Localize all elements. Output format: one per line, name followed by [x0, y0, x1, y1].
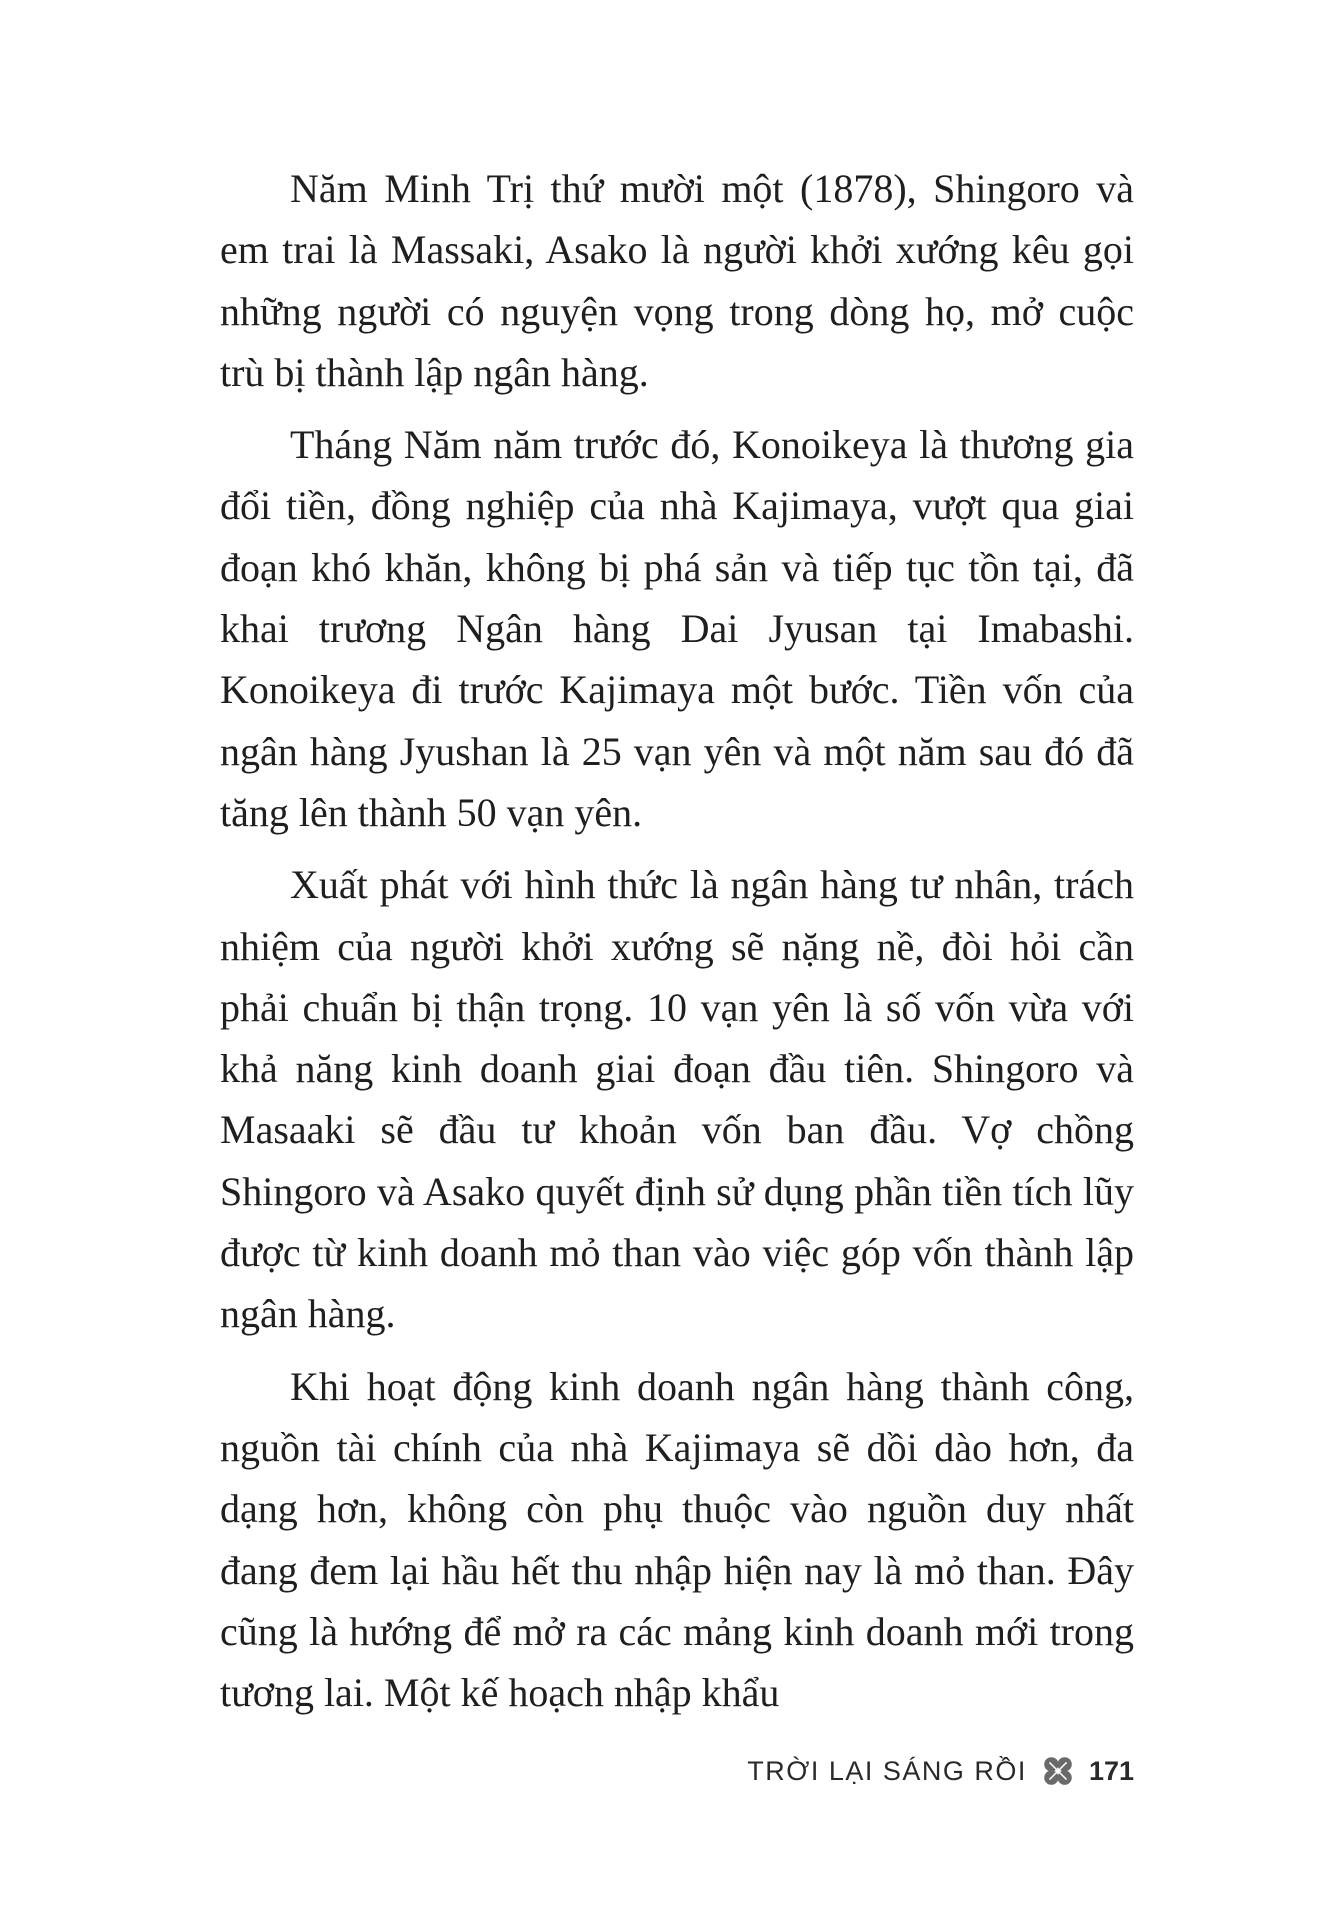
paragraph: Năm Minh Trị thứ mười một (1878), Shingoro và em trai là Massaki, Asako là người khởi xướng kêu gọi những người có nguyện vọng trong dòng họ, mở cuộc trù bị thành lập ngân hàng.: [220, 166, 1134, 395]
clover-icon: [1039, 1752, 1077, 1790]
paragraph: Xuất phát với hình thức là ngân hàng tư nhân, trách nhiệm của người khởi xướng sẽ nặng nề, đòi hỏi cần phải chuẩn bị thận trọng. 10 vạn yên là số vốn vừa với khả năng kinh doanh giai đoạn đầu tiên. Shingoro và Masaaki sẽ đầu tư khoản vốn ban đầu. Vợ chồng Shingoro và Asako quyết định sử dụng phần tiền tích lũy được từ kinh doanh mỏ than vào việc góp vốn thành lập ngân hàng.: [220, 862, 1134, 1337]
page-body: [220, 158, 1134, 1734]
page-footer: [747, 1752, 1134, 1790]
page-number: 171: [1088, 1755, 1134, 1786]
paragraph: Khi hoạt động kinh doanh ngân hàng thành công, nguồn tài chính của nhà Kajimaya sẽ dồi dào hơn, đa dạng hơn, không còn phụ thuộc vào nguồn duy nhất đang đem lại hầu hết thu nhập hiện nay là mỏ than. Đây cũng là hướng để mở ra các mảng kinh doanh mới trong tương lai. Một kế hoạch nhập khẩu: [220, 1363, 1134, 1716]
paragraph: Tháng Năm năm trước đó, Konoikeya là thương gia đổi tiền, đồng nghiệp của nhà Kajimaya, vượt qua giai đoạn khó khăn, không bị phá sản và tiếp tục tồn tại, đã khai trương Ngân hàng Dai Jyusan tại Imabashi. Konoikeya đi trước Kajimaya một bước. Tiền vốn của ngân hàng Jyushan là 25 vạn yên và một năm sau đó đã tăng lên thành 50 vạn yên.: [220, 422, 1134, 835]
running-title: TRỜI LẠI SÁNG RỒI: [747, 1755, 1027, 1786]
